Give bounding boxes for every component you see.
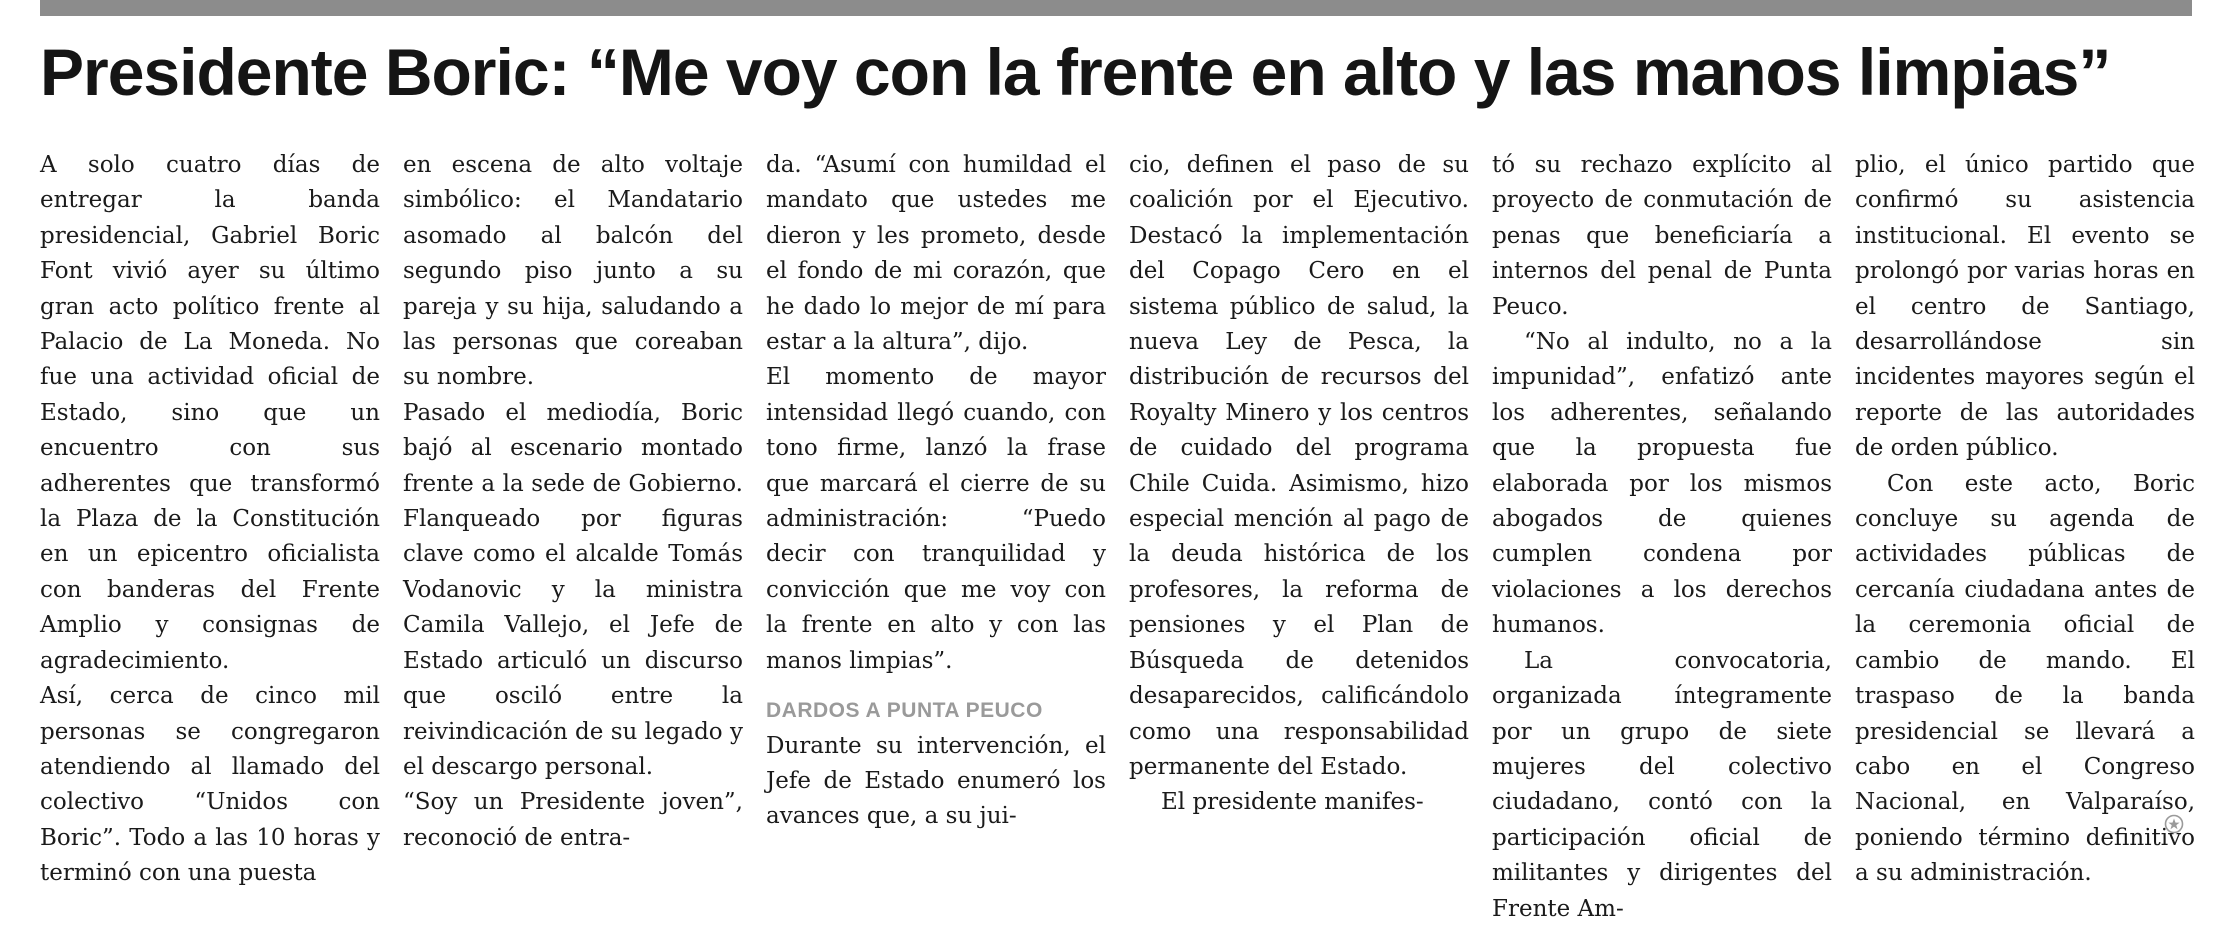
star-end-icon: [2164, 814, 2184, 834]
paragraph: La convocatoria, organizada íntegramente por un grupo de siete mujeres del colectivo ciudadano, contó con la participación oficial de militantes y dirigentes del Frente Am-: [1492, 647, 1832, 922]
paragraph: “No al indulto, no a la impunidad”, enfatizó ante los adherentes, señalando que la propuesta fue elaborada por los mismos abogados de quienes cumplen condena por violaciones a los derechos humanos.: [1492, 329, 1832, 639]
paragraph: en escena de alto voltaje simbólico: el Mandatario asomado al balcón del segundo piso junto a su pareja y su hija, saludando a las personas que coreaban su nombre.: [403, 152, 743, 391]
paragraph: da. “Asumí con humildad el mandato que ustedes me dieron y les prometo, desde el fondo de mi corazón, que he dado lo mejor de mí para estar a la altura”, dijo.: [766, 152, 1106, 356]
article-column-3: [766, 148, 1106, 848]
paragraph: plio, el único partido que confirmó su asistencia institucional. El evento se prolongó por varias horas en el centro de Santiago, desarrollándose sin incidentes mayores según el reporte de las autoridades de orden público.: [1855, 152, 2195, 462]
article-headline: Presidente Boric: “Me voy con la frente en alto y las manos limpias”: [40, 35, 2111, 109]
article-column-4: [1129, 148, 1469, 848]
section-subhead: DARDOS A PUNTA PEUCO: [766, 699, 1043, 723]
article-column-5: [1492, 148, 1832, 922]
paragraph: Con este acto, Boric concluye su agenda de actividades públicas de cercanía ciudadana antes de la ceremonia oficial de cambio de mando. El traspaso de la banda presidencial se llevará a cabo en el Congreso Nacional, en Valparaíso, poniendo término definitivo a su administración.: [1855, 470, 2195, 887]
paragraph: Así, cerca de cinco mil personas se congregaron atendiendo al llamado del colectivo “Unidos con Boric”. Todo a las 10 horas y terminó con una puesta: [40, 683, 380, 887]
paragraph: “Soy un Presidente joven”, reconoció de entra-: [403, 789, 743, 851]
paragraph: El momento de mayor intensidad llegó cuando, con tono firme, lanzó la frase que marcará el cierre de su administración: “Puedo decir con tranquilidad y convicción que me voy con la frente en alto y con las manos limpias”.: [766, 364, 1106, 674]
paragraph: tó su rechazo explícito al proyecto de conmutación de penas que beneficiaría a internos del penal de Punta Peuco.: [1492, 152, 1832, 320]
article-column-2: [403, 148, 743, 851]
article-column-6: [1855, 148, 2195, 887]
paragraph: Pasado el mediodía, Boric bajó al escenario montado frente a la sede de Gobierno. Flanqueado por figuras clave como el alcalde Tomás Vodanovic y la ministra Camila Vallejo, el Jefe de Estado articuló un discurso que osciló entre la reivindicación de su legado y el descargo personal.: [403, 399, 743, 780]
top-rule: [40, 0, 2192, 16]
paragraph: Durante su intervención, el Jefe de Estado enumeró los avances que, a su jui-: [766, 732, 1106, 830]
paragraph: El presidente manifes-: [1161, 789, 1424, 816]
paragraph: A solo cuatro días de entregar la banda presidencial, Gabriel Boric Font vivió ayer su último gran acto político frente al Palacio de La Moneda. No fue una actividad oficial de Estado, sino que un encuentro con sus adherentes que transformó la Plaza de la Constitución en un epicentro oficialista con banderas del Frente Amplio y consignas de agradecimiento.: [40, 152, 380, 674]
paragraph: cio, definen el paso de su coalición por el Ejecutivo. Destacó la implementación del Copago Cero en el sistema público de salud, la nueva Ley de Pesca, la distribución de recursos del Royalty Minero y los centros de cuidado del programa Chile Cuida. Asimismo, hizo especial mención al pago de la deuda histórica de los profesores, la reforma de pensiones y el Plan de Búsqueda de detenidos desaparecidos, calificándolo como una responsabilidad permanente del Estado.: [1129, 152, 1469, 780]
article-column-1: [40, 148, 380, 887]
